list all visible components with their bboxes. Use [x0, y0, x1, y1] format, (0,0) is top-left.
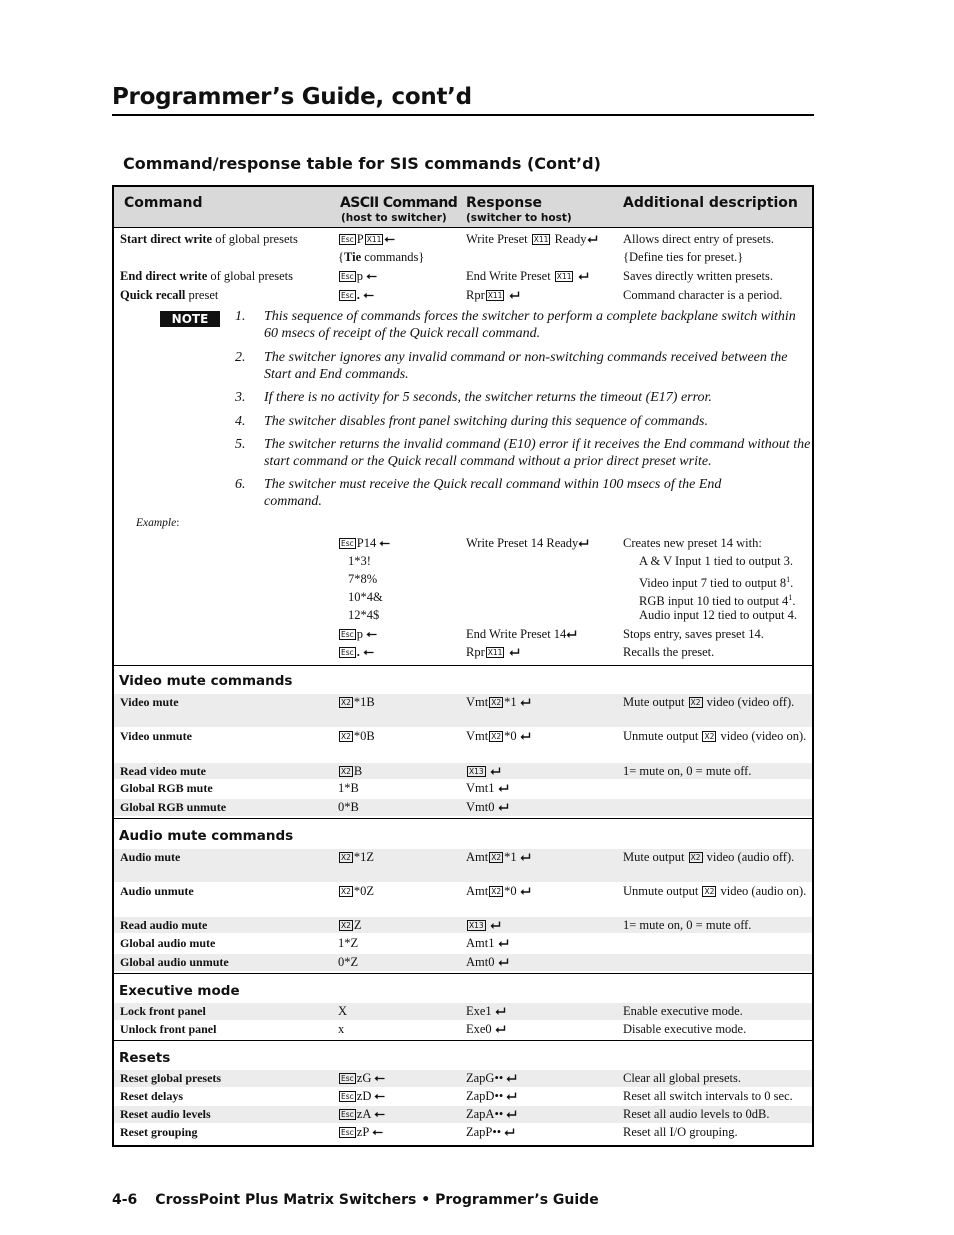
x2-key-icon: X2 — [704, 887, 715, 896]
return-icon — [506, 1092, 517, 1101]
cmd-global-rgb-unmute: Global RGB unmute — [120, 800, 227, 814]
return-icon — [498, 958, 509, 967]
note-number: 4. — [235, 414, 246, 429]
cmd-global-rgb-mute: Global RGB mute — [120, 781, 213, 795]
example-cmd-quick-recall: Esc . — [338, 645, 374, 660]
resets-section-title: Resets — [119, 1050, 171, 1066]
example-resp-start: Write Preset 14 Ready — [466, 536, 589, 551]
example-desc-quick-recall: Recalls the preset. — [623, 645, 715, 659]
page-number: 4-6 — [112, 1192, 138, 1208]
ascii-global-rgb-mute: 1*B — [338, 781, 359, 795]
x2-key-icon: X2 — [690, 698, 701, 707]
left-arrow-icon — [366, 630, 377, 639]
ascii-audio-unmute: X2 *0Z — [341, 884, 375, 898]
ascii-audio-mute: X2 *1Z — [341, 850, 375, 864]
note-number: 6. — [235, 477, 246, 492]
return-icon — [520, 853, 531, 862]
x11-key-icon: X11 — [556, 272, 572, 281]
desc-reset-grouping: Reset all I/O grouping. — [623, 1125, 738, 1139]
ascii-global-audio-unmute: 0*Z — [338, 955, 359, 969]
cmd-video-unmute: Video unmute — [120, 729, 192, 743]
resp-reset-audio-levels: ZapA•• — [466, 1107, 517, 1122]
desc-read-audio-mute: 1= mute on, 0 = mute off. — [623, 918, 752, 932]
cmd-start-direct-write: Start direct write of global presets — [120, 232, 298, 246]
desc-quick-recall: Command character is a period. — [623, 288, 783, 302]
x2-key-icon: X2 — [704, 732, 715, 741]
example-desc-end: Stops entry, saves preset 14. — [623, 627, 764, 641]
desc-end-direct-write: Saves directly written presets. — [623, 269, 773, 283]
example-cmd-start: Esc P14 — [338, 536, 390, 551]
cmd-lock-front-panel: Lock front panel — [120, 1004, 206, 1018]
cmd-global-audio-mute: Global audio mute — [120, 936, 216, 950]
return-icon — [504, 1128, 515, 1137]
ascii-unlock-front-panel: x — [338, 1022, 345, 1036]
desc-start-direct-write-2: {Define ties for preset.} — [623, 250, 744, 264]
header-description: Additional description — [623, 195, 798, 211]
x2-key-icon: X2 — [341, 698, 351, 707]
x2-key-icon: X2 — [341, 767, 351, 776]
resp-video-mute: Vmt X2 *1 — [466, 695, 531, 710]
return-icon — [509, 291, 520, 300]
esc-key-icon: Esc — [341, 1110, 354, 1119]
note-text: The switcher returns the invalid command (E10) error if it receives the End command without the start command or the Quick recall command without a prior direct preset write. — [264, 437, 811, 469]
note-number: 3. — [235, 390, 246, 405]
executive-mode-section-title: Executive mode — [119, 983, 240, 999]
return-icon — [506, 1110, 517, 1119]
x11-key-icon: X11 — [533, 235, 549, 244]
audio-mute-section-title: Audio mute commands — [119, 828, 294, 844]
ascii-reset-grouping: Esc zP — [338, 1125, 383, 1140]
x13-key-icon: X13 — [469, 767, 484, 776]
note-text: The switcher ignores any invalid command or non-switching commands received between the Start and End commands. — [264, 350, 788, 382]
ascii-read-video-mute: X2 B — [341, 764, 363, 778]
resp-read-video-mute — [466, 764, 501, 779]
example-tie: 7*8% — [348, 572, 378, 586]
example-resp-quick-recall: Rpr X11 — [466, 645, 520, 660]
cmd-video-mute: Video mute — [120, 695, 179, 709]
desc-reset-global-presets: Clear all global presets. — [623, 1071, 742, 1085]
example-tie-desc: Audio input 12 tied to output 4. — [639, 608, 797, 622]
note-number: 1. — [235, 309, 246, 324]
footer-text: CrossPoint Plus Matrix Switchers • Programmer’s Guide — [155, 1192, 599, 1208]
section-divider — [114, 665, 812, 666]
return-icon — [520, 698, 531, 707]
cmd-quick-recall: Quick recall preset — [120, 288, 219, 302]
return-icon — [520, 887, 531, 896]
return-icon — [498, 803, 509, 812]
return-icon — [506, 1074, 517, 1083]
example-cmd-end: Esc p — [338, 627, 377, 642]
ascii-end-direct-write: Esc p — [338, 269, 377, 284]
return-icon — [490, 767, 501, 776]
header-ascii: ASCII Command — [340, 195, 458, 211]
left-arrow-icon — [374, 1110, 385, 1119]
note-text: The switcher disables front panel switching during this sequence of commands. — [264, 414, 708, 429]
ascii-read-audio-mute: X2 Z — [341, 918, 362, 932]
section-divider — [114, 973, 812, 974]
x2-key-icon: X2 — [491, 853, 502, 862]
section-divider — [114, 818, 812, 819]
example-tie-desc: RGB input 10 tied to output $4^1$. — [639, 593, 796, 609]
left-arrow-icon — [374, 1074, 385, 1083]
cmd-reset-global-presets: Reset global presets — [120, 1071, 222, 1085]
esc-key-icon: Esc — [341, 1092, 354, 1101]
esc-key-icon: Esc — [341, 539, 354, 548]
note-text: This sequence of commands forces the switcher to perform a complete backplane switch within 60 msecs of receipt of the Quick recall command. — [264, 309, 796, 341]
esc-key-icon: Esc — [341, 235, 354, 244]
resp-video-unmute: Vmt X2 *0 — [466, 729, 531, 744]
esc-key-icon: Esc — [341, 648, 354, 657]
return-icon — [495, 1007, 506, 1016]
ascii-lock-front-panel: X — [338, 1004, 348, 1018]
cmd-audio-mute: Audio mute — [120, 850, 181, 864]
ascii-reset-audio-levels: Esc zA — [338, 1107, 385, 1122]
left-arrow-icon — [372, 1128, 383, 1137]
return-icon — [490, 921, 501, 930]
left-arrow-icon — [384, 235, 395, 244]
ascii-video-unmute: X2 *0B — [341, 729, 375, 743]
desc-start-direct-write-1: Allows direct entry of presets. — [623, 232, 775, 246]
esc-key-icon: Esc — [341, 630, 354, 639]
ascii-global-rgb-unmute: 0*B — [338, 800, 359, 814]
page-title: Programmer’s Guide, cont’d — [112, 84, 472, 110]
example-tie: 10*4& — [348, 590, 383, 604]
video-mute-section-title: Video mute commands — [119, 673, 293, 689]
left-arrow-icon — [374, 1092, 385, 1101]
title-rule — [112, 114, 814, 116]
example-tie-desc: A & V Input 1 tied to output 3. — [639, 554, 794, 568]
x2-key-icon: X2 — [341, 887, 351, 896]
return-icon — [520, 732, 531, 741]
example-desc-start: Creates new preset 14 with: — [623, 536, 762, 550]
example-label: Example: — [136, 517, 180, 529]
resp-end-direct-write: End Write Preset X11 — [466, 269, 589, 284]
desc-audio-mute: Mute output X2 video (audio off). — [623, 850, 795, 864]
return-icon — [578, 539, 589, 548]
resp-global-audio-unmute: Amt0 — [466, 955, 509, 970]
note-text: The switcher must receive the Quick recall command within 100 msecs of the End command. — [264, 477, 722, 509]
section-divider — [114, 1040, 812, 1041]
resp-quick-recall: Rpr X11 — [466, 288, 520, 303]
cmd-read-audio-mute: Read audio mute — [120, 918, 208, 932]
x2-key-icon: X2 — [690, 853, 701, 862]
resp-audio-mute: Amt X2 *1 — [466, 850, 531, 865]
desc-reset-audio-levels: Reset all audio levels to 0dB. — [623, 1107, 770, 1121]
header-response-sub: (switcher to host) — [466, 212, 572, 224]
esc-key-icon: Esc — [341, 1074, 354, 1083]
cmd-audio-unmute: Audio unmute — [120, 884, 194, 898]
note-number: 5. — [235, 437, 246, 452]
resp-global-rgb-unmute: Vmt0 — [466, 800, 509, 815]
ascii-start-direct-write: Esc P X11 — [338, 232, 395, 247]
sis-command-table — [112, 185, 814, 1147]
cmd-reset-grouping: Reset grouping — [120, 1125, 198, 1139]
x2-key-icon: X2 — [341, 732, 351, 741]
example-tie: 12*4$ — [348, 608, 380, 622]
resp-unlock-front-panel: Exe0 — [466, 1022, 506, 1037]
return-icon — [495, 1025, 506, 1034]
x11-key-icon: X11 — [487, 291, 503, 300]
example-resp-end: End Write Preset 14 — [466, 627, 577, 642]
return-icon — [587, 235, 598, 244]
desc-video-unmute: Unmute output X2 video (video on). — [623, 729, 807, 743]
x2-key-icon: X2 — [491, 698, 502, 707]
resp-read-audio-mute — [466, 918, 501, 933]
resp-lock-front-panel: Exe1 — [466, 1004, 506, 1019]
desc-audio-unmute: Unmute output X2 video (audio on). — [623, 884, 807, 898]
resp-global-rgb-mute: Vmt1 — [466, 781, 509, 796]
resp-global-audio-mute: Amt1 — [466, 936, 509, 951]
x13-key-icon: X13 — [469, 921, 484, 930]
resp-audio-unmute: Amt X2 *0 — [466, 884, 531, 899]
example-tie-desc: Video input 7 tied to output $8^1$. — [639, 575, 794, 591]
desc-read-video-mute: 1= mute on, 0 = mute off. — [623, 764, 752, 778]
x2-key-icon: X2 — [341, 921, 351, 930]
cmd-reset-delays: Reset delays — [120, 1089, 183, 1103]
ascii-video-mute: X2 *1B — [341, 695, 375, 709]
resp-reset-delays: ZapD•• — [466, 1089, 517, 1104]
ascii-global-audio-mute: 1*Z — [338, 936, 359, 950]
return-icon — [498, 784, 509, 793]
x2-key-icon: X2 — [491, 732, 502, 741]
table-header — [114, 187, 812, 228]
cmd-unlock-front-panel: Unlock front panel — [120, 1022, 217, 1036]
resp-reset-grouping: ZapP•• — [466, 1125, 515, 1140]
left-arrow-icon — [363, 291, 374, 300]
left-arrow-icon — [379, 539, 390, 548]
x2-key-icon: X2 — [491, 887, 502, 896]
esc-key-icon: Esc — [341, 272, 354, 281]
ascii-quick-recall: Esc . — [338, 288, 374, 303]
page-footer — [112, 1192, 599, 1208]
return-icon — [566, 630, 577, 639]
cmd-global-audio-unmute: Global audio unmute — [120, 955, 229, 969]
return-icon — [578, 272, 589, 281]
left-arrow-icon — [363, 648, 374, 657]
x2-key-icon: X2 — [341, 853, 351, 862]
resp-reset-global-presets: ZapG•• — [466, 1071, 517, 1086]
esc-key-icon: Esc — [341, 291, 354, 300]
cmd-end-direct-write: End direct write of global presets — [120, 269, 294, 283]
desc-unlock-front-panel: Disable executive mode. — [623, 1022, 747, 1036]
header-ascii-sub: (host to switcher) — [341, 212, 447, 224]
return-icon — [509, 648, 520, 657]
left-arrow-icon — [366, 272, 377, 281]
ascii-tie-commands: {Tie commands} — [338, 250, 425, 264]
x11-key-icon: X11 — [366, 235, 382, 244]
example-tie: 1*3! — [348, 554, 371, 568]
esc-key-icon: Esc — [341, 1128, 354, 1137]
note-text: If there is no activity for 5 seconds, the switcher returns the timeout (E17) error. — [264, 390, 712, 405]
note-badge: NOTE — [160, 311, 220, 327]
desc-lock-front-panel: Enable executive mode. — [623, 1004, 743, 1018]
desc-video-mute: Mute output X2 video (video off). — [623, 695, 795, 709]
header-command: Command — [124, 195, 203, 211]
ascii-reset-global-presets: Esc zG — [338, 1071, 385, 1086]
resp-start-direct-write: Write Preset X11 Ready — [466, 232, 598, 247]
return-icon — [498, 939, 509, 948]
cmd-reset-audio-levels: Reset audio levels — [120, 1107, 211, 1121]
note-number: 2. — [235, 350, 246, 365]
cmd-read-video-mute: Read video mute — [120, 764, 206, 778]
x11-key-icon: X11 — [487, 648, 503, 657]
ascii-reset-delays: Esc zD — [338, 1089, 385, 1104]
section-title: Command/response table for SIS commands (Cont’d) — [123, 154, 601, 173]
header-response: Response — [466, 195, 543, 211]
desc-reset-delays: Reset all switch intervals to 0 sec. — [623, 1089, 793, 1103]
